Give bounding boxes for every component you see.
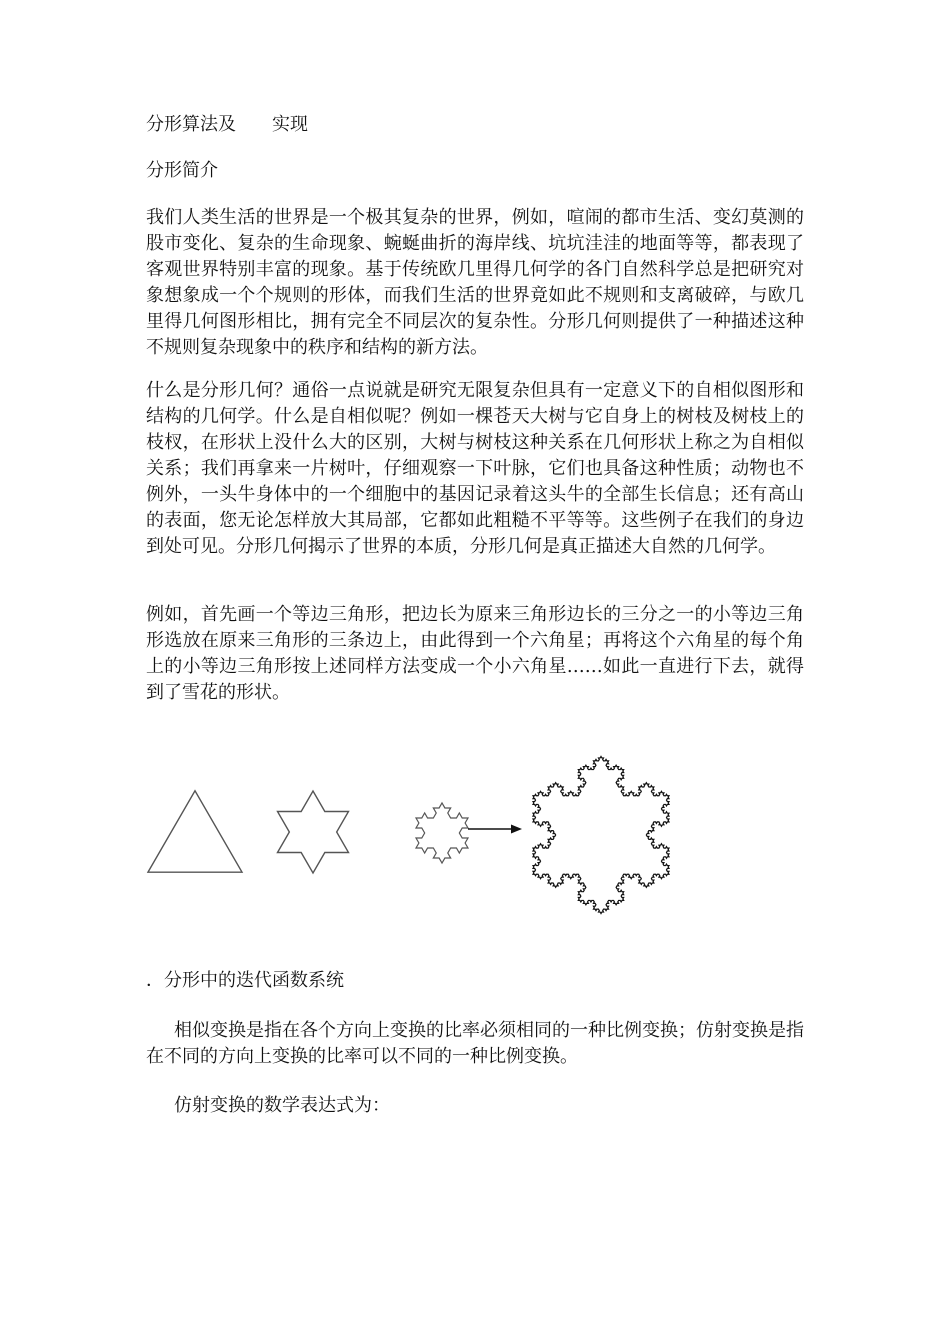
large-snowflake-stage [533, 756, 669, 913]
intro-heading: 分形简介 [146, 160, 218, 181]
paragraph-intro: 我们人类生活的世界是一个极其复杂的世界，例如，喧闹的都市生活、变幻莫测的股市变化、复杂的生命现象、蜿蜒曲折的海岸线、坑坑洼洼的地面等等，都表现了客观世界特别丰富的现象。基于传统欧几里得几何学的各门自然科学总是把研究对象想象成一个个规则的形体，而我们生活的世界竟如此不规则和支离破碎，与欧几里得几何图形相比，拥有完全不同层次的复杂性。分形几何则提供了一种描述这种不规则复杂现象中的秩序和结构的新方法。 [146, 207, 804, 358]
small-snowflake-stage [416, 803, 468, 863]
document-title: 分形算法及 实现 [146, 114, 308, 135]
paragraph-self-similarity: 什么是分形几何？通俗一点说就是研究无限复杂但具有一定意义下的自相似图形和结构的几何学。什么是自相似呢？例如一棵苍天大树与它自身上的树枝及树枝上的枝杈，在形状上没什么大的区别，大树与树枝这种关系在几何形状上称之为自相似关系；我们再拿来一片树叶，仔细观察一下叶脉，它们也具备这种性质；动物也不例外，一头牛身体中的一个细胞中的基因记录着这头牛的全部生长信息；还有高山的表面，您无论怎样放大其局部，它都如此粗糙不平等等。这些例子在我们的身边到处可见。分形几何揭示了世界的本质，分形几何是真正描述大自然的几何学。 [146, 380, 804, 557]
triangle-stage [148, 791, 242, 872]
paragraph-similarity-transform: 相似变换是指在各个方向上变换的比率必须相同的一种比例变换；仿射变换是指在不同的方向上变换的比率可以不同的一种比例变换。 [146, 1020, 804, 1067]
paragraph-affine-formula-intro: 仿射变换的数学表达式为： [174, 1095, 390, 1116]
paragraph-snowflake-construction: 例如，首先画一个等边三角形，把边长为原来三角形边长的三分之一的小等边三角形选放在原来三角形的三条边上，由此得到一个六角星；再将这个六角星的每个角上的小等边三角形按上述同样方法变成一个小六角星……如此一直进行下去，就得到了雪花的形状。 [146, 604, 804, 703]
section-heading: ．分形中的迭代函数系统 [146, 970, 344, 991]
koch-snowflake-figure [146, 745, 706, 915]
star-stage [278, 791, 349, 873]
arrow-icon [468, 825, 522, 834]
